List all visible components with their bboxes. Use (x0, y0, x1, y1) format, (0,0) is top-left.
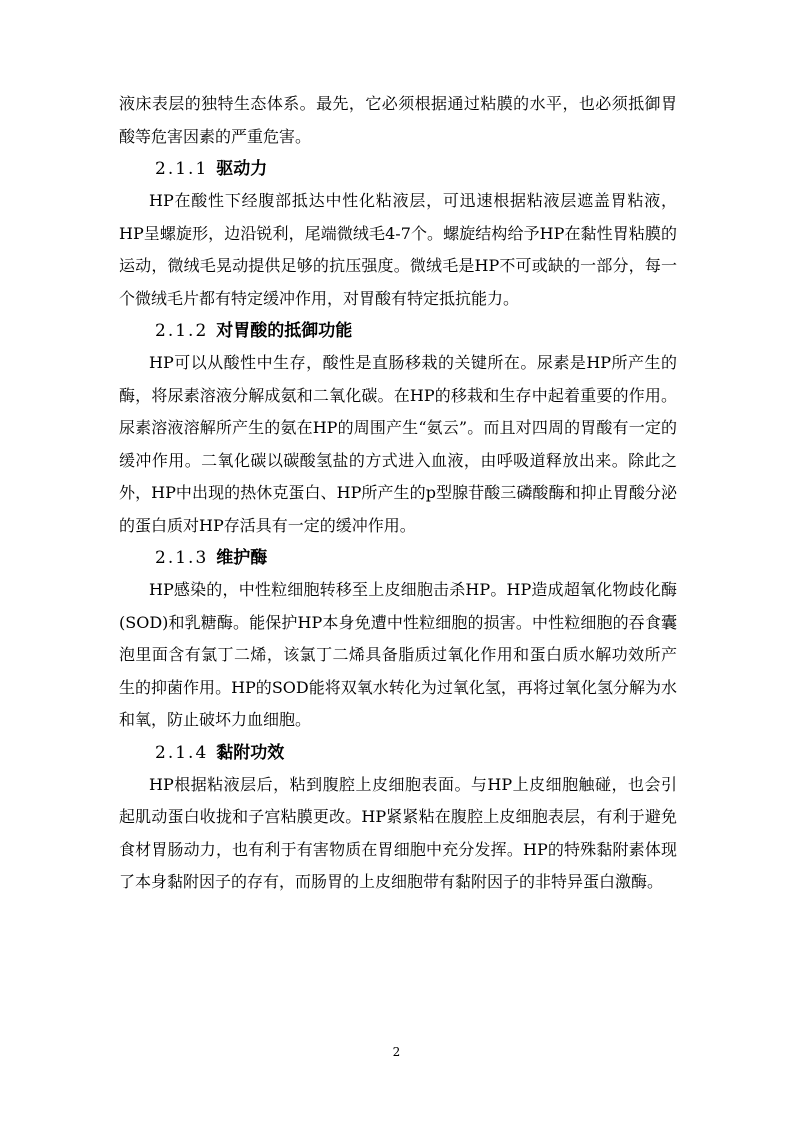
intro-paragraph: 液床表层的独特生态体系。最先，它必须根据通过粘膜的水平，也必须抵御胃酸等危害因素的严重危害。 (119, 94, 677, 146)
section-heading-2-1-4 (119, 737, 677, 769)
section-heading-2-1-1 (119, 153, 677, 185)
section-number: 2.1.2 (155, 321, 209, 341)
section-heading-2-1-3 (119, 542, 677, 574)
section-title: 黏附功效 (216, 742, 285, 763)
section-number: 2.1.1 (155, 159, 209, 179)
section-paragraph-2-1-3: HP感染的，中性粒细胞转移至上皮细胞击杀HP。HP造成超氧化物歧化酶(SOD)和乳糖酶。能保护HP本身免遭中性粒细胞的损害。中性粒细胞的吞食囊泡里面含有氯丁二烯，该氯丁二烯具备脂质过氧化作用和蛋白质水解功效所产生的抑菌作用。HP的SOD能将双氧水转化为过氧化氢，再将过氧化氢分解为水和氧，防止破坏力血细胞。 (119, 580, 677, 729)
section-number: 2.1.3 (155, 548, 209, 568)
section-paragraph-2-1-4: HP根据粘液层后，粘到腹腔上皮细胞表面。与HP上皮细胞触碰，也会引起肌动蛋白收拢和子宫粘膜更改。HP紧紧粘在腹腔上皮细胞表层，有利于避免食材胃肠动力，也有利于有害物质在胃细胞中充分发挥。HP的特殊黏附素体现了本身黏附因子的存有，而肠胃的上皮细胞带有黏附因子的非特异蛋白激酶。 (119, 774, 677, 891)
page-content (119, 88, 677, 899)
page-number: 2 (392, 1045, 401, 1059)
section-paragraph-2-1-2: HP可以从酸性中生存，酸性是直肠移栽的关键所在。尿素是HP所产生的酶，将尿素溶液分解成氨和二氧化碳。在HP的移栽和生存中起着重要的作用。尿素溶液溶解所产生的氨在HP的周围产生“氨云”。而且对四周的胃酸有一定的缓冲作用。二氧化碳以碳酸氢盐的方式进入血液，由呼吸道释放出来。除此之外，HP中出现的热休克蛋白、HP所产生的p型腺苷酸三磷酸酶和抑止胃酸分泌的蛋白质对HP存活具有一定的缓冲作用。 (119, 353, 677, 535)
section-number: 2.1.4 (155, 742, 209, 763)
section-heading-2-1-2 (119, 315, 677, 347)
section-paragraph-2-1-1: HP在酸性下经腹部抵达中性化粘液层，可迅速根据粘液层遮盖胃粘液，HP呈螺旋形，边沿锐利，尾端微绒毛4-7个。螺旋结构给予HP在黏性胃粘膜的运动，微绒毛晃动提供足够的抗压强度。微绒毛是HP不可或缺的一部分，每一个微绒毛片都有特定缓冲作用，对胃酸有特定抵抗能力。 (119, 191, 677, 308)
section-title: 对胃酸的抵御功能 (216, 321, 353, 341)
section-title: 驱动力 (216, 159, 268, 179)
section-title: 维护酶 (216, 548, 268, 568)
